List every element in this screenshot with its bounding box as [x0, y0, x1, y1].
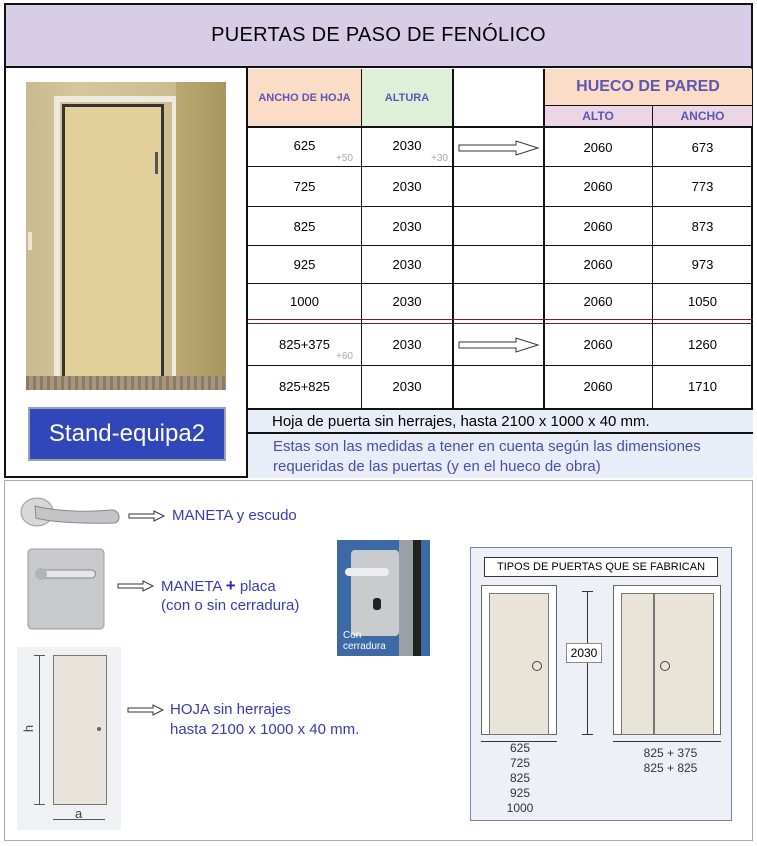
- note-medidas-line2: requeridas de las puertas (y en el hueco de obra): [273, 458, 601, 475]
- header-hueco-pared: HUECO DE PARED: [544, 69, 752, 105]
- door-knob-icon: [660, 661, 670, 671]
- double-width: 825 + 375: [643, 746, 698, 760]
- door-types-title: TIPOS DE PUERTAS QUE SE FABRICAN: [484, 557, 718, 577]
- cell-altura: 2030: [392, 137, 422, 153]
- door-photo: [26, 82, 226, 390]
- label-hoja-2: hasta 2100 x 1000 x 40 mm.: [170, 721, 360, 738]
- cell-ancho: 773: [691, 179, 714, 194]
- double-door-leaf-left: [621, 593, 654, 735]
- label-maneta-placa: [161, 576, 276, 597]
- cell-alto: 2060: [583, 218, 613, 234]
- single-width: 625: [509, 741, 531, 755]
- cell-ancho-hoja: 825+825: [279, 379, 330, 394]
- double-width: 825 + 825: [643, 761, 698, 775]
- note-hoja: Hoja de puerta sin herrajes, hasta 2100 x 1000 x 40 mm.: [248, 408, 753, 434]
- grid-line: [544, 105, 753, 106]
- cell-ancho: 973: [691, 257, 714, 272]
- door-knob-icon: [532, 661, 542, 671]
- lock-photo: [337, 540, 430, 656]
- cell-altura: 2030: [392, 218, 422, 234]
- page-title: PUERTAS DE PASO DE FENÓLICO: [6, 5, 751, 68]
- cell-ancho: 873: [691, 218, 714, 234]
- dimension-tick: [582, 734, 593, 735]
- cell-alto: 2060: [583, 337, 613, 352]
- cell-ancho-hoja: 725: [293, 179, 316, 194]
- cell-ancho-hoja: 825: [293, 218, 316, 234]
- cell-alto: 2060: [583, 379, 613, 394]
- cell-alto: 2060: [583, 179, 613, 194]
- label-maneta-placa-sub: (con o sin cerradura): [161, 597, 300, 614]
- cell-altura: 2030: [392, 337, 422, 352]
- single-width: 725: [509, 756, 531, 770]
- cell-ancho-hoja: 925: [293, 257, 316, 272]
- cell-alto: 2060: [583, 294, 613, 309]
- label-hoja-1: HOJA sin herrajes: [170, 701, 291, 718]
- handle-rose-icon: [20, 496, 124, 532]
- increment-note: +60: [336, 351, 353, 362]
- arrow-right-icon: [127, 704, 165, 716]
- height-label: 2030: [566, 643, 602, 663]
- leaf-diagram: [17, 647, 121, 830]
- cell-ancho-hoja: 1000: [290, 294, 319, 309]
- cell-alto: 2060: [583, 257, 613, 272]
- header-altura: ALTURA: [362, 69, 452, 126]
- height-dimension: [587, 591, 588, 735]
- plus-sign: +: [225, 576, 236, 595]
- width-dimension: [613, 741, 721, 742]
- lock-label-1: Con: [343, 630, 362, 641]
- arrow-right-icon: [128, 510, 166, 522]
- cell-ancho: 1260: [688, 337, 717, 352]
- label-maneta-escudo: MANETA y escudo: [172, 507, 297, 524]
- header-ancho-hoja: ANCHO DE HOJA: [248, 69, 361, 126]
- cell-ancho: 673: [691, 139, 714, 155]
- cell-altura: 2030: [392, 379, 422, 394]
- single-width: 925: [509, 786, 531, 800]
- cell-ancho-hoja: 625: [293, 137, 316, 153]
- handle-plate-icon: [27, 548, 105, 630]
- cell-ancho: 1710: [688, 379, 717, 394]
- lock-label-2: cerradura: [343, 641, 386, 652]
- dimension-tick: [582, 591, 593, 592]
- cell-ancho: 1050: [688, 294, 717, 309]
- dim-a-label: a: [75, 806, 83, 821]
- double-widths-list: [613, 746, 728, 776]
- header-alto: ALTO: [544, 106, 652, 126]
- arrow-right-icon: [117, 580, 155, 592]
- cell-altura: 2030: [392, 294, 422, 309]
- increment-note: +30: [431, 153, 448, 164]
- dim-h-label: h: [21, 724, 37, 733]
- note-medidas: [248, 434, 753, 478]
- increment-note: +50: [336, 153, 353, 164]
- arrow-right-icon: [458, 140, 540, 156]
- note-medidas-line1: Estas son las medidas a tener en cuenta según las dimensiones: [273, 438, 701, 455]
- single-width: 1000: [506, 801, 534, 815]
- cell-altura: 2030: [392, 257, 422, 272]
- grid-line: [452, 69, 454, 408]
- label-maneta-placa-b: placa: [239, 578, 276, 595]
- single-width: 825: [509, 771, 531, 785]
- cell-altura: 2030: [392, 179, 422, 194]
- label-maneta-placa-a: MANETA: [161, 578, 222, 595]
- arrow-right-icon: [458, 337, 540, 353]
- single-widths-list: [490, 741, 550, 816]
- cell-ancho-hoja: 825+375: [279, 337, 330, 352]
- grid-line: [248, 319, 753, 320]
- brand-label: Stand-equipa2: [28, 407, 226, 461]
- cell-alto: 2060: [583, 139, 613, 155]
- header-ancho: ANCHO: [653, 106, 752, 126]
